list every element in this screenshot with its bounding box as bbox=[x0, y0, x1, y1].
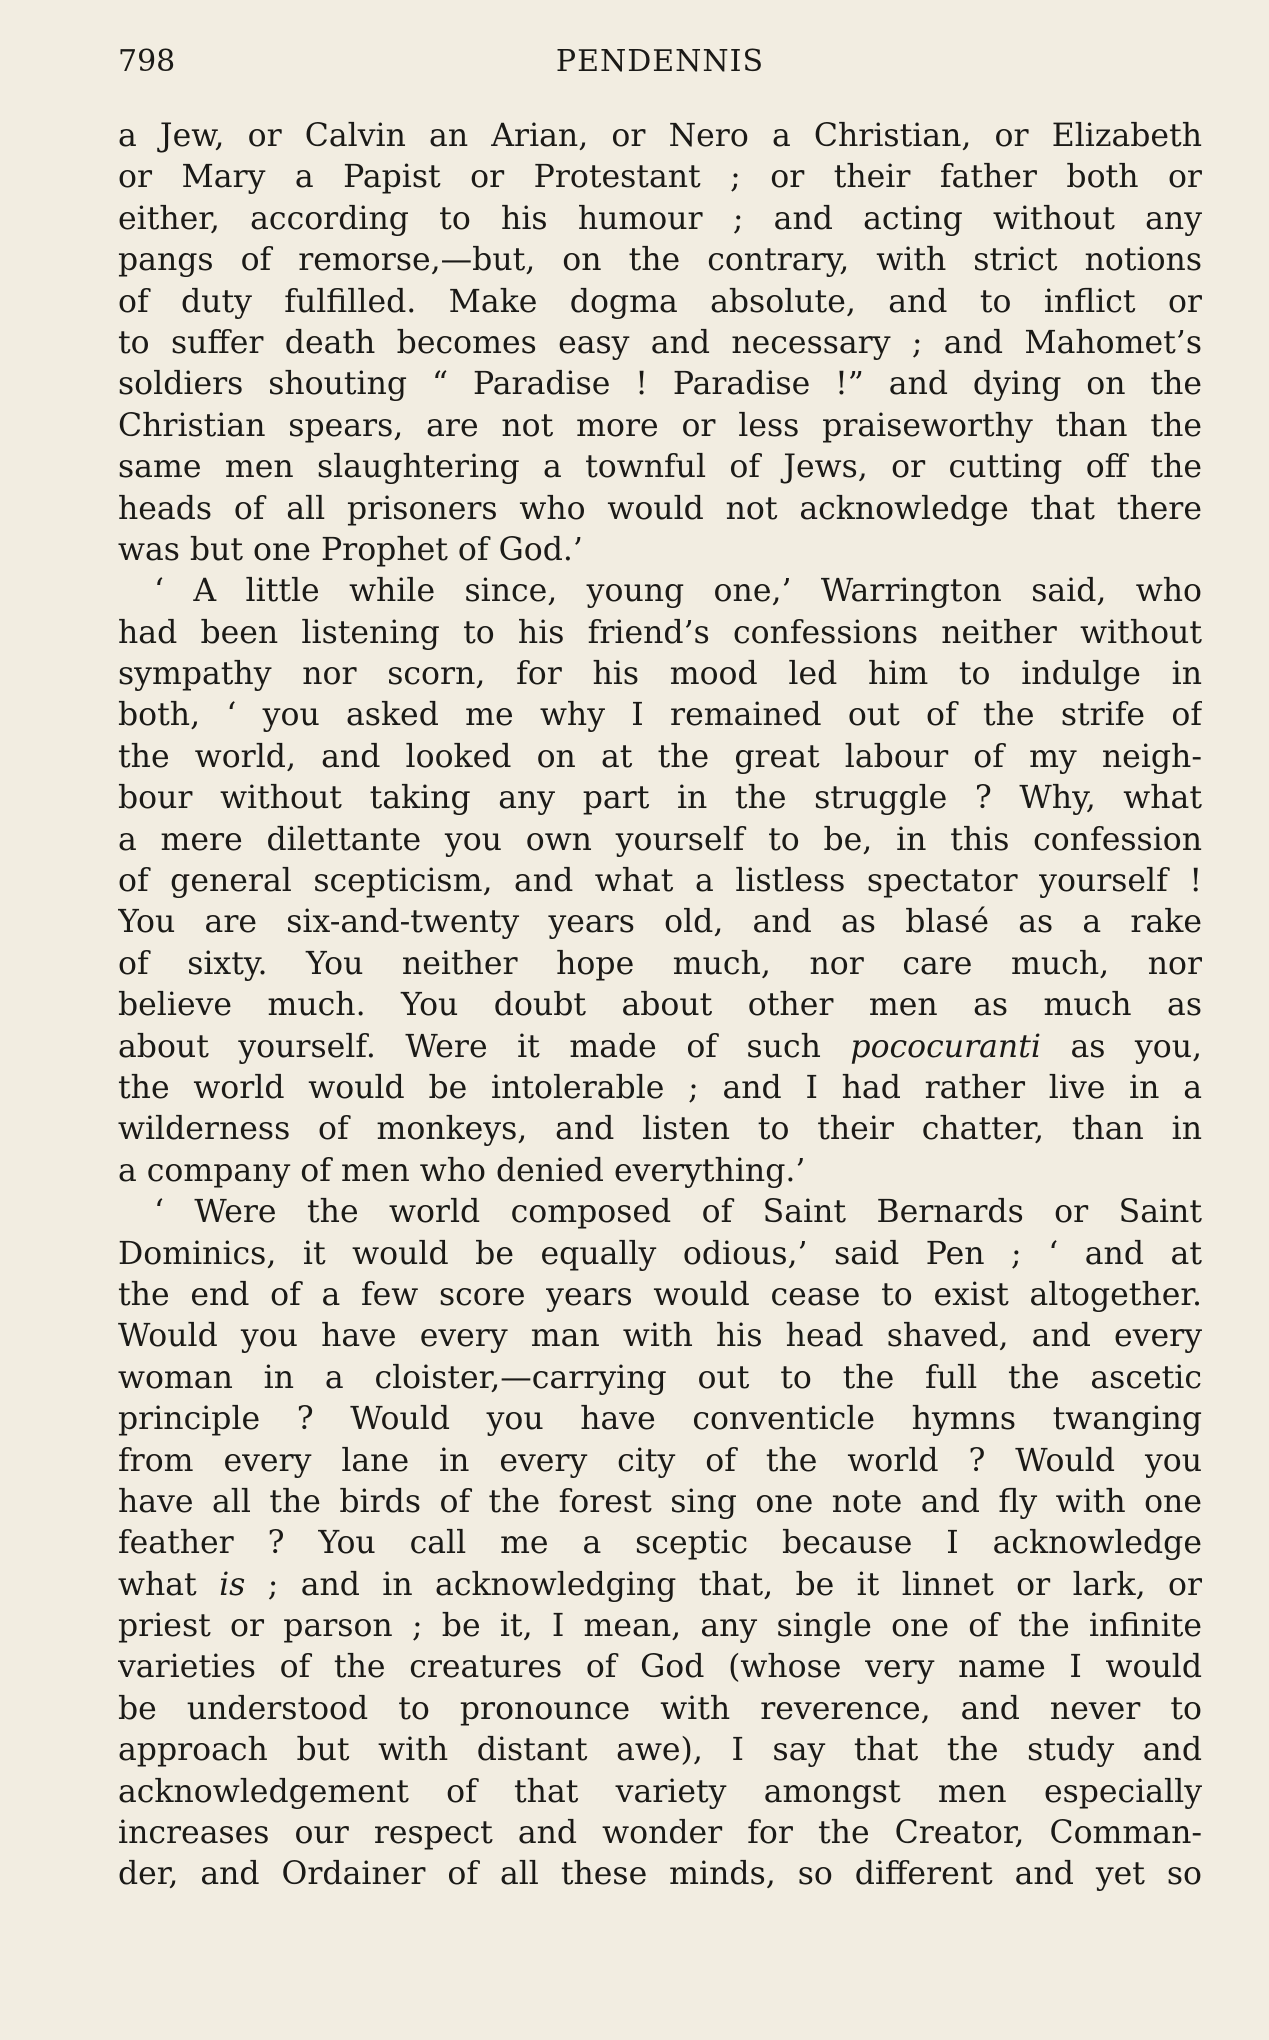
italic-text: is bbox=[219, 1566, 246, 1603]
line-text: the world would be intolerable ; and I had rather live in a bbox=[118, 1069, 1202, 1106]
line-text: priest or parson ; be it, I mean, any single one of the infinite bbox=[118, 1608, 1202, 1645]
line-text: of duty fulfilled. Make dogma absolute, and to inflict or bbox=[118, 283, 1202, 320]
text-line bbox=[118, 695, 1202, 736]
line-text: wilderness of monkeys, and listen to their chatter, than in bbox=[118, 1111, 1202, 1148]
line-text: what bbox=[118, 1566, 220, 1603]
line-text: to suffer death becomes easy and necessary ; and Mahomet’s bbox=[118, 324, 1202, 361]
line-text: der, and Ordainer of all these minds, so different and yet so bbox=[118, 1856, 1202, 1893]
text-line bbox=[118, 1027, 1202, 1068]
text-line bbox=[118, 282, 1202, 323]
text-line bbox=[118, 116, 1202, 157]
line-text: the end of a few score years would cease to exist altogether. bbox=[118, 1276, 1202, 1313]
text-line bbox=[118, 157, 1202, 198]
text-line bbox=[118, 1606, 1202, 1647]
line-text: Would you have every man with his head shaved, and every bbox=[118, 1318, 1202, 1355]
text-line bbox=[118, 613, 1202, 654]
text-line bbox=[118, 654, 1202, 695]
text-line bbox=[118, 530, 1202, 571]
line-text: varieties of the creatures of God (whose very name I would bbox=[118, 1649, 1202, 1686]
text-line bbox=[118, 199, 1202, 240]
text-line bbox=[118, 820, 1202, 861]
line-text: both, ‘ you asked me why I remained out of the strife of bbox=[118, 697, 1202, 734]
line-text: believe much. You doubt about other men as much as bbox=[118, 987, 1202, 1024]
line-text: have all the birds of the forest sing one note and fly with one bbox=[118, 1483, 1202, 1520]
line-text: woman in a cloister,—carrying out to the full the ascetic bbox=[118, 1359, 1202, 1396]
line-text: approach but with distant awe), I say that the study and bbox=[118, 1732, 1202, 1769]
text-line bbox=[118, 364, 1202, 405]
text-line bbox=[118, 1068, 1202, 1109]
line-text: bour without taking any part in the struggle ? Why, what bbox=[118, 780, 1202, 817]
line-text: about yourself. Were it made of such bbox=[118, 1028, 851, 1065]
line-text: Dominics, it would be equally odious,’ said Pen ; ‘ and at bbox=[118, 1235, 1202, 1272]
text-line bbox=[118, 1151, 1202, 1192]
text-line bbox=[118, 861, 1202, 902]
text-line bbox=[118, 571, 1202, 612]
text-line bbox=[118, 447, 1202, 488]
text-line bbox=[118, 778, 1202, 819]
line-text: of sixty. You neither hope much, nor care much, nor bbox=[118, 945, 1202, 982]
text-line bbox=[118, 1813, 1202, 1854]
running-title: PENDENNIS bbox=[555, 44, 765, 79]
line-text: or Mary a Papist or Protestant ; or their father both or bbox=[118, 159, 1202, 196]
line-text: a Jew, or Calvin an Arian, or Nero a Christian, or Elizabeth bbox=[118, 118, 1202, 154]
line-text: Christian spears, are not more or less praiseworthy than the bbox=[118, 407, 1202, 444]
line-text: You are six-and-twenty years old, and as blasé as a rake bbox=[118, 904, 1202, 941]
text-line bbox=[118, 1854, 1202, 1895]
line-text: a company of men who denied everything.’ bbox=[118, 1152, 806, 1189]
text-line bbox=[118, 1109, 1202, 1150]
body-text bbox=[118, 116, 1202, 1896]
text-line bbox=[118, 240, 1202, 281]
line-text: acknowledgement of that variety amongst men especially bbox=[118, 1773, 1202, 1810]
line-text: either, according to his humour ; and acting without any bbox=[118, 200, 1202, 237]
line-text: feather ? You call me a sceptic because I acknowledge bbox=[118, 1525, 1202, 1562]
text-line bbox=[118, 1689, 1202, 1730]
line-text: pangs of remorse,—but, on the contrary, with strict notions bbox=[118, 242, 1202, 279]
text-line bbox=[118, 737, 1202, 778]
line-text: from every lane in every city of the world ? Would you bbox=[118, 1442, 1202, 1479]
text-line bbox=[118, 1441, 1202, 1482]
line-text: sympathy nor scorn, for his mood led him to indulge in bbox=[118, 656, 1202, 693]
text-line bbox=[118, 1358, 1202, 1399]
text-line bbox=[118, 1565, 1202, 1606]
page-header bbox=[118, 44, 1202, 94]
line-text: heads of all prisoners who would not acknowledge that there bbox=[118, 490, 1202, 527]
text-line bbox=[118, 985, 1202, 1026]
line-text: was but one Prophet of God.’ bbox=[118, 531, 583, 568]
line-text: a mere dilettante you own yourself to be, in this confession bbox=[118, 821, 1202, 858]
text-line bbox=[118, 1234, 1202, 1275]
line-text-continued: as you, bbox=[1040, 1028, 1202, 1065]
text-line bbox=[118, 1399, 1202, 1440]
text-line bbox=[118, 1730, 1202, 1771]
text-line bbox=[118, 1772, 1202, 1813]
line-text: ‘ Were the world composed of Saint Bernards or Saint bbox=[154, 1194, 1202, 1231]
text-line bbox=[118, 1523, 1202, 1564]
line-text: same men slaughtering a townful of Jews, or cutting off the bbox=[118, 449, 1202, 486]
line-text: be understood to pronounce with reverence, and never to bbox=[118, 1690, 1202, 1727]
line-text: increases our respect and wonder for the Creator, Comman- bbox=[118, 1815, 1202, 1852]
line-text-continued: ; and in acknowledging that, be it linnet or lark, or bbox=[245, 1566, 1202, 1603]
text-line bbox=[118, 1482, 1202, 1523]
text-line bbox=[118, 944, 1202, 985]
text-line bbox=[118, 1647, 1202, 1688]
text-line bbox=[118, 1316, 1202, 1357]
text-line bbox=[118, 489, 1202, 530]
text-line bbox=[118, 1275, 1202, 1316]
line-text: principle ? Would you have conventicle hymns twanging bbox=[118, 1401, 1202, 1438]
line-text: the world, and looked on at the great labour of my neigh- bbox=[118, 738, 1202, 775]
text-line bbox=[118, 323, 1202, 364]
text-line bbox=[118, 406, 1202, 447]
line-text: had been listening to his friend’s confessions neither without bbox=[118, 614, 1202, 651]
line-text: soldiers shouting “ Paradise ! Paradise !” and dying on the bbox=[118, 366, 1202, 403]
text-line bbox=[118, 1192, 1202, 1233]
italic-text: pococuranti bbox=[850, 1028, 1041, 1065]
page-number: 798 bbox=[118, 44, 176, 79]
text-line bbox=[118, 902, 1202, 943]
line-text: ‘ A little while since, young one,’ Warrington said, who bbox=[154, 573, 1202, 610]
line-text: of general scepticism, and what a listless spectator yourself ! bbox=[118, 863, 1202, 900]
